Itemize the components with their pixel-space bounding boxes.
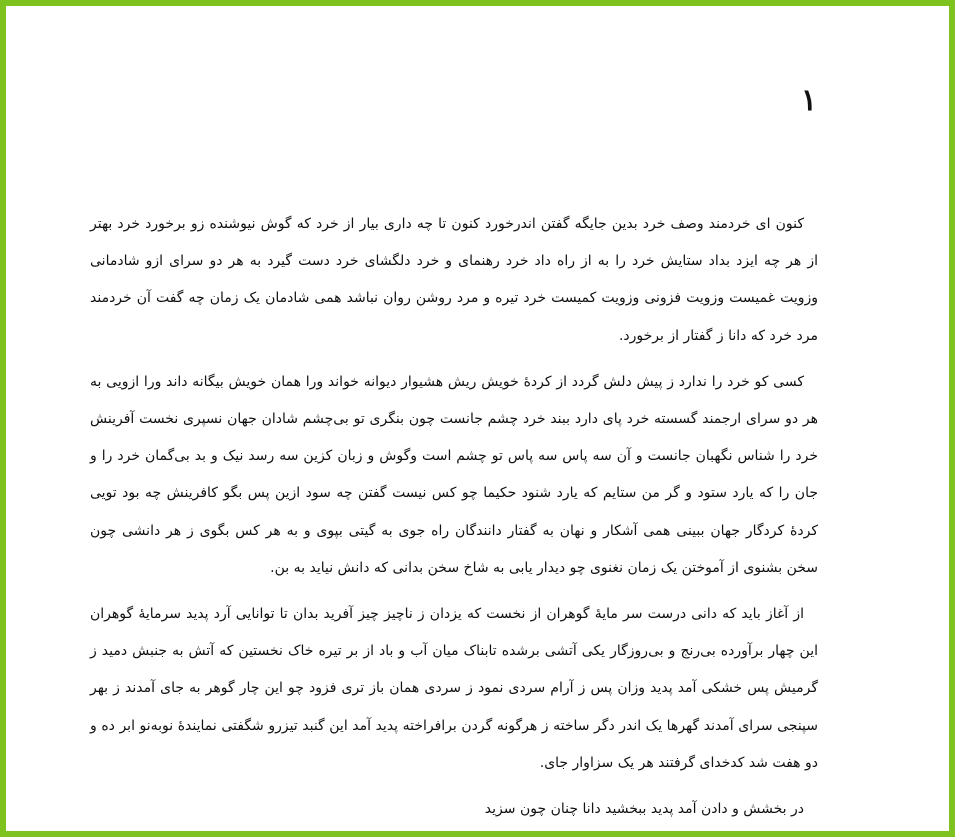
chapter-number: ۱	[800, 83, 817, 118]
paragraph-3: از آغاز باید که دانی درست سر مایهٔ گوهران از نخست که یزدان ز ناچیز چیز آفرید بدان تا توانایی آرد پدید سرمایهٔ گوهران این چهار برآورده بی‌رنج و بی‌روزگار یکی آتشی برشده تابناک میان آب و باد از بر تیره خاک نخستین که آتش به جنبش دمید ز گرمیش پس خشکی آمد پدید وزان پس ز آرام سردی نمود ز سردی همان باز تری فزود چو این چار گوهر به جای آمدند ز بهر سپنجی سرای آمدند گهرها یک اندر دگر ساخته ز هرگونه گردن برافراخته پدید آمد این گنبد تیزرو شگفتی نمایندهٔ نوبه‌نو ابر ده و دو هفت شد کدخدای گرفتند هر یک سزاوار جای.	[90, 606, 818, 771]
document-page	[6, 6, 949, 831]
paragraph-4-partial: در بخشش و دادن آمد پدید ببخشید دانا چنان چون سزید	[484, 801, 804, 818]
paragraph-2: کسی کو خرد را ندارد ز پیش دلش گردد از کردهٔ خویش ریش هشیوار دیوانه خواند ورا همان خویش بیگانه داند ورا ازویی به هر دو سرای ارجمند گسسته خرد پای دارد ببند خرد چشم جانست چون بنگری تو بی‌چشم شادان جهان نسپری نخست آفرینش خرد را شناس نگهبان جانست و آن سه پاس سه پاس تو چشم است وگوش و زبان کزین سه رسد نیک و بد بی‌گمان خرد را و جان را که یارد ستود و گر من ستایم که یارد شنود حکیما چو کس نیست گفتن چه سود ازین پس بگو کافرینش چه بود تویی کردهٔ کردگار جهان ببینی همی آشکار و نهان به گفتار دانندگان راه جوی به گیتی بپوی و به هر کس بگوی ز هر دانشی چون سخن بشنوی از آموختن یک زمان نغنوی چو دیدار یابی به شاخ سخن بدانی که دانش نیاید به بن.	[90, 373, 818, 576]
body-text	[90, 206, 818, 831]
paragraph-1: کنون ای خردمند وصف خرد بدین جایگه گفتن اندرخورد کنون تا چه داری بیار از خرد که گوش نیوشنده زو برخورد خرد بهتر از هر چه ایزد بداد ستایش خرد را به از راه داد خرد رهنمای و خرد دلگشای خرد دست گیرد به هر دو سرای ازو شادمانی وزویت غمیست وزویت فزونی وزویت کمیست خرد تیره و مرد روشن روان نباشد همی شادمان یک زمان چه گفت آن خردمند مرد خرد که دانا ز گفتار از برخورد.	[90, 216, 818, 344]
